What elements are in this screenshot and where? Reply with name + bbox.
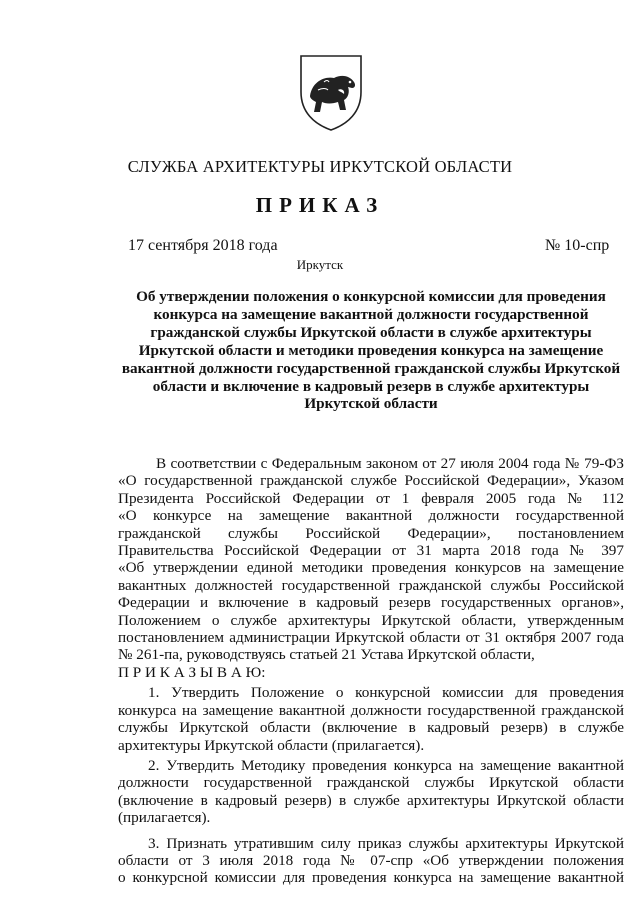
item-line: 2. Утвердить Методику проведения конкурса на замещение вакантной — [148, 756, 624, 774]
item-line: 1. Утвердить Положение о конкурсной комиссии для проведения — [148, 684, 624, 702]
order-item-1 — [118, 684, 624, 754]
item-line: конкурса на замещение вакантной должности государственной гражданской — [118, 701, 624, 719]
title-line: вакантной должности государственной гражданской службы Иркутской — [121, 359, 621, 377]
item-line: должности государственной гражданской службы Иркутской области — [118, 774, 624, 792]
order-item-3 — [118, 835, 624, 887]
document-title — [118, 288, 624, 413]
document-city: Иркутск — [296, 257, 344, 272]
title-line: области и включение в кадровый резерв в службе архитектуры — [152, 377, 590, 395]
item-line: (прилагается). — [118, 809, 211, 827]
order-item-2 — [118, 757, 624, 827]
preamble-line: «Об утверждении единой методики проведения конкурсов на замещение — [118, 559, 624, 577]
preamble-line: Правительства Российской Федерации от 31 марта 2018 года № 397 — [118, 542, 624, 560]
preamble-line: «О государственной гражданской службе Российской Федерации», Указом — [118, 472, 624, 490]
preamble-line: Федерации и включение в кадровый резерв государственных органов», — [118, 594, 624, 612]
preamble-line: Президента Российской Федерации от 1 февраля 2005 года № 112 — [118, 489, 624, 507]
organization-name: СЛУЖБА АРХИТЕКТУРЫ ИРКУТСКОЙ ОБЛАСТИ — [127, 157, 513, 176]
title-line: Об утверждении положения о конкурсной комиссии для проведения — [136, 288, 606, 305]
item-line: области от 3 июля 2018 года № 07-спр «Об утверждении положения — [118, 851, 624, 869]
preamble-line: № 261-па, руководствуясь статьей 21 Устава Иркутской области, — [118, 646, 535, 664]
item-line: архитектуры Иркутской области (прилагается). — [118, 736, 425, 754]
preamble-line: постановлением администрации Иркутской области от 31 октября 2007 года — [118, 629, 624, 647]
document-number: № 10-спр — [545, 237, 610, 254]
document-type: ПРИКАЗ — [255, 193, 385, 217]
title-line: конкурса на замещение вакантной должности государственной — [153, 305, 589, 323]
title-line: Иркутской области — [304, 395, 438, 413]
coat-of-arms-icon — [298, 52, 364, 132]
item-line: о конкурсной комиссии для проведения конкурса на замещение вакантной — [118, 869, 624, 887]
preamble-line: «О конкурсе на замещение вакантной должности государственной — [118, 507, 624, 525]
item-line: 3. Признать утратившим силу приказ службы архитектуры Иркутской — [148, 834, 624, 852]
preamble-line: В соответствии с Федеральным законом от 27 июля 2004 года № 79-ФЗ — [156, 455, 624, 472]
item-line: (включение в кадровый резерв) в службе архитектуры Иркутской области — [118, 791, 624, 809]
preamble-line: гражданской службы Российской Федерации», постановлением — [118, 524, 624, 542]
item-line: службы Иркутской области (включение в кадровый резерв) в службе — [118, 719, 624, 737]
title-line: гражданской службы Иркутской области в службе архитектуры — [150, 323, 592, 341]
preamble — [118, 455, 624, 664]
order-word: П Р И К А З Ы В А Ю: — [118, 663, 266, 681]
document-body — [118, 455, 624, 887]
preamble-line: Положением о службе архитектуры Иркутской области, утвержденным — [118, 611, 624, 629]
preamble-line: вакантных должностей государственной гражданской службы Российской — [118, 576, 624, 594]
document-date: 17 сентября 2018 года — [128, 237, 278, 254]
title-line: Иркутской области и методики проведения конкурса на замещение — [138, 341, 604, 359]
